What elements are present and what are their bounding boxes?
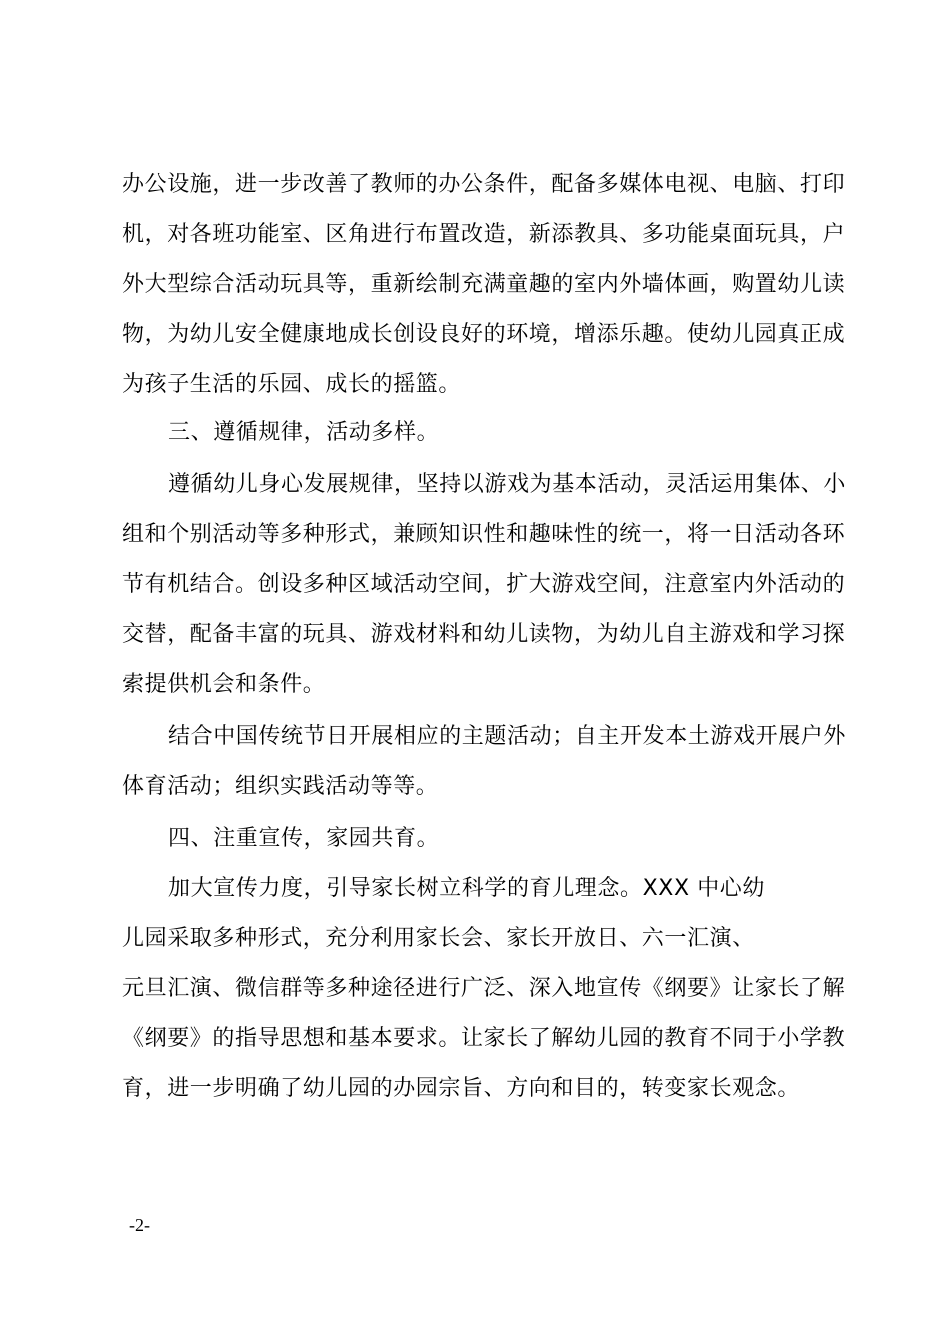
paragraph-line: 索提供机会和条件。 bbox=[122, 672, 326, 697]
paragraph-line: 元旦汇演、微信群等多种途径进行广泛、深入地宣传《纲要》让家长了解 bbox=[122, 976, 846, 1001]
paragraph-line: 结合中国传统节日开展相应的主题活动；自主开发本土游戏开展户外 bbox=[168, 724, 847, 749]
paragraph-line: 儿园采取多种形式，充分利用家长会、家长开放日、六一汇演、 bbox=[122, 926, 755, 951]
paragraph-line: 为孩子生活的乐园、成长的摇篮。 bbox=[122, 372, 462, 397]
paragraph-line: 交替，配备丰富的玩具、游戏材料和幼儿读物，为幼儿自主游戏和学习探 bbox=[122, 622, 846, 647]
paragraph-line: 外大型综合活动玩具等，重新绘制充满童趣的室内外墙体画，购置幼儿读 bbox=[122, 272, 846, 297]
paragraph-line: 体育活动；组织实践活动等等。 bbox=[122, 774, 439, 799]
section-heading-4: 四、注重宣传，家园共育。 bbox=[168, 826, 440, 851]
paragraph-line: 育，进一步明确了幼儿园的办园宗旨、方向和目的，转变家长观念。 bbox=[122, 1076, 801, 1101]
paragraph-line: 组和个别活动等多种形式，兼顾知识性和趣味性的统一，将一日活动各环 bbox=[122, 522, 846, 547]
paragraph-line: 机，对各班功能室、区角进行布置改造，新添教具、多功能桌面玩具，户 bbox=[122, 222, 846, 247]
paragraph-line: 节有机结合。创设多种区域活动空间，扩大游戏空间，注意室内外活动的 bbox=[122, 572, 846, 597]
paragraph-line: 《纲要》的指导思想和基本要求。让家长了解幼儿园的教育不同于小学教 bbox=[122, 1026, 846, 1051]
paragraph-line: 遵循幼儿身心发展规律，坚持以游戏为基本活动，灵活运用集体、小 bbox=[168, 472, 847, 497]
paragraph-line: 加大宣传力度，引导家长树立科学的育儿理念。XXX 中心幼 bbox=[168, 876, 766, 901]
paragraph-line: 物，为幼儿安全健康地成长创设良好的环境，增添乐趣。使幼儿园真正成 bbox=[122, 322, 846, 347]
page-number: -2- bbox=[129, 1215, 150, 1235]
section-heading-3: 三、遵循规律，活动多样。 bbox=[168, 420, 440, 445]
paragraph-line: 办公设施，进一步改善了教师的办公条件，配备多媒体电视、电脑、打印 bbox=[122, 172, 846, 197]
